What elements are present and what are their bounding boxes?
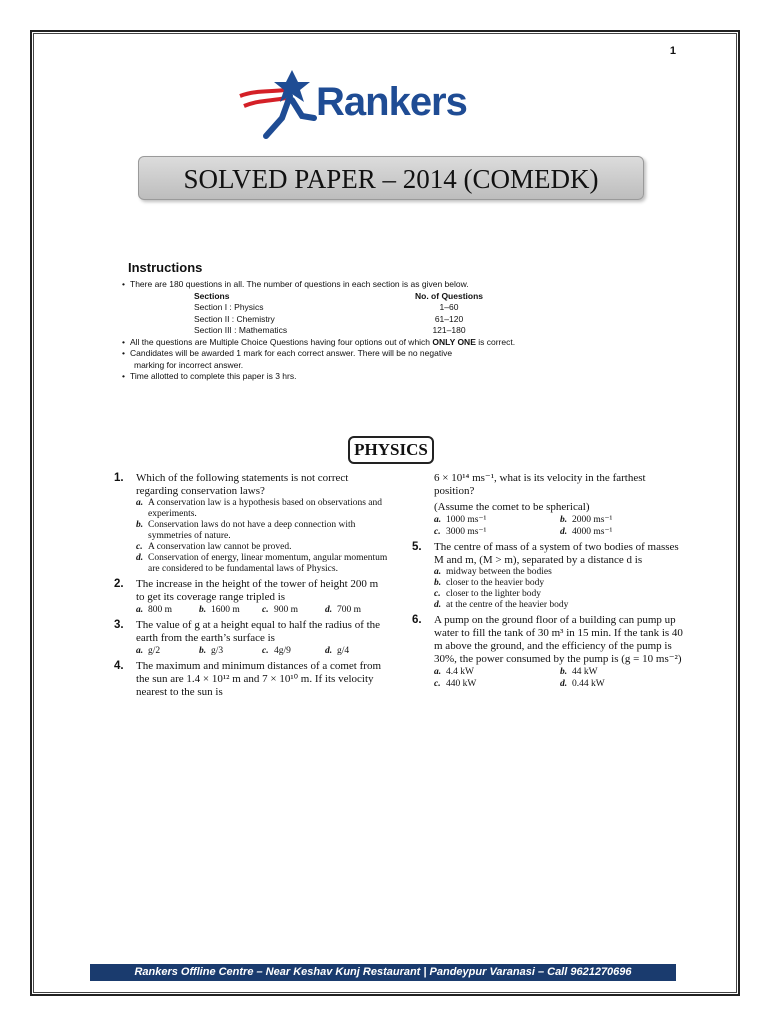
table-row [194, 302, 514, 314]
option [434, 567, 686, 578]
table-row [194, 325, 514, 337]
option [560, 526, 686, 538]
section-range: 61–120 [434, 313, 464, 324]
option [136, 604, 199, 616]
options-row [136, 604, 388, 616]
question-1 [114, 472, 388, 575]
section-name: Section II : Chemistry [194, 313, 275, 324]
option-text: 4.4 kW [446, 667, 474, 677]
question-text: The maximum and minimum distances of a comet from the sun are 1.4 × 10¹² m and 7 × 10¹⁰ m. If its velocity nearest to the sun is [136, 660, 381, 698]
question-3 [114, 619, 388, 657]
option [434, 600, 686, 611]
question-number: 5. [412, 541, 422, 553]
section-range: 121–180 [432, 325, 466, 335]
option-letter: a. [434, 567, 442, 577]
option-letter: d. [325, 646, 333, 656]
questions-left-column [114, 472, 388, 702]
option [136, 520, 388, 542]
question-5 [412, 541, 686, 611]
option-text: A conservation law cannot be proved. [148, 542, 292, 552]
option-text: 900 m [274, 605, 299, 615]
option [434, 678, 560, 690]
instruction-line: • There are 180 questions in all. The number of questions in each section is as given below. [120, 279, 640, 291]
option [136, 542, 388, 553]
option-text: 2000 ms⁻¹ [572, 515, 613, 525]
option [136, 645, 199, 657]
options-grid [434, 666, 686, 690]
option-text: 0.44 kW [572, 679, 605, 689]
question-number: 2. [114, 578, 124, 590]
options-grid [434, 514, 686, 538]
option [560, 514, 686, 526]
option-letter: c. [434, 527, 441, 537]
option-letter: b. [199, 646, 207, 656]
question-text: The increase in the height of the tower of height 200 m to get its coverage range tripled is [136, 578, 379, 603]
option [434, 589, 686, 600]
option [560, 678, 686, 690]
option-text: 1600 m [211, 605, 240, 615]
option-letter: c. [136, 542, 143, 552]
instructions-title: Instructions [128, 260, 203, 275]
question-4-continued [412, 472, 686, 538]
option [434, 526, 560, 538]
section-heading: PHYSICS [348, 436, 434, 464]
option-letter: a. [434, 515, 442, 525]
option-text: A conservation law is a hypothesis based on observations and experiments. [148, 498, 383, 519]
option-letter: d. [434, 600, 442, 610]
instruction-line [120, 337, 640, 349]
options-row [136, 645, 388, 657]
option-text: 700 m [337, 605, 362, 615]
question-note: (Assume the comet to be spherical) [434, 501, 590, 513]
header-sections: Sections [194, 290, 230, 301]
question-number: 4. [114, 660, 124, 672]
option-letter: a. [136, 498, 144, 508]
option-text: 4g/9 [274, 646, 291, 656]
instruction-text: is correct. [475, 336, 516, 347]
option-text: g/4 [337, 646, 350, 656]
option [136, 498, 388, 520]
option-letter: b. [434, 578, 442, 588]
question-number: 3. [114, 619, 124, 631]
option-text: 800 m [148, 605, 173, 615]
section-name: Section I : Physics [194, 302, 264, 312]
footer-banner: Rankers Offline Centre – Near Keshav Kunj Restaurant | Pandeypur Varanasi – Call 9621270696 [90, 964, 676, 981]
instruction-line-cont: marking for incorrect answer. [134, 359, 244, 370]
option-letter: c. [262, 605, 269, 615]
question-text: The value of g at a height equal to half the radius of the earth from the earth’s surface is [136, 619, 381, 644]
paper-title-banner: SOLVED PAPER – 2014 (COMEDK) [138, 156, 644, 200]
instruction-emphasis: ONLY ONE [432, 336, 476, 347]
option-text: 44 kW [572, 667, 598, 677]
instruction-line: • Candidates will be awarded 1 mark for each correct answer. There will be no negative [120, 348, 640, 360]
option-letter: d. [560, 527, 568, 537]
option-letter: b. [199, 605, 207, 615]
option-letter: d. [136, 553, 144, 563]
option-text: 440 kW [446, 679, 477, 689]
option-letter: d. [560, 679, 568, 689]
question-4 [114, 660, 388, 699]
option-letter: a. [434, 667, 442, 677]
option-letter: a. [136, 646, 144, 656]
option-text: closer to the lighter body [446, 589, 541, 599]
option [325, 604, 388, 616]
option [434, 666, 560, 678]
runner-icon [236, 66, 326, 140]
question-number: 6. [412, 614, 422, 626]
option-letter: b. [560, 667, 568, 677]
questions-right-column [412, 472, 686, 693]
option-text: g/2 [148, 646, 161, 656]
option [199, 604, 262, 616]
section-name: Section III : Mathematics [194, 325, 288, 335]
table-row [194, 314, 514, 326]
instruction-line: • Time allotted to complete this paper is 3 hrs. [120, 371, 640, 383]
logo-text: Rankers [316, 80, 467, 124]
option-letter: c. [434, 589, 441, 599]
option-text: g/3 [211, 646, 224, 656]
option-text: Conservation of energy, linear momentum, angular momentum are considered to be fundamental laws of Physics. [148, 553, 388, 574]
question-text: 6 × 10¹⁴ ms⁻¹, what is its velocity in the farthest position? [434, 472, 646, 497]
question-text: The centre of mass of a system of two bodies of masses M and m, (M > m), separated by a distance d is [434, 541, 679, 566]
option-text: at the centre of the heavier body [446, 600, 569, 610]
option-letter: b. [560, 515, 568, 525]
question-text: A pump on the ground floor of a building can pump up water to fill the tank of 30 m³ in 15 min. If the tank is 40 m above the ground, and the efficiency of the pump is 30%, the power consumed by the pump is (g = 10 ms⁻²) [434, 614, 683, 665]
option [262, 604, 325, 616]
option [434, 578, 686, 589]
option [325, 645, 388, 657]
option-letter: b. [136, 520, 144, 530]
option [199, 645, 262, 657]
option-text: closer to the heavier body [446, 578, 545, 588]
option [560, 666, 686, 678]
header-count: No. of Questions [415, 290, 483, 301]
question-6 [412, 614, 686, 690]
option [262, 645, 325, 657]
option [136, 553, 388, 575]
sections-table [194, 291, 514, 337]
option-letter: c. [262, 646, 269, 656]
question-text: Which of the following statements is not correct regarding conservation laws? [136, 472, 349, 497]
option-text: 4000 ms⁻¹ [572, 527, 613, 537]
option-text: 1000 ms⁻¹ [446, 515, 487, 525]
question-2 [114, 578, 388, 616]
option-text: Conservation laws do not have a deep connection with symmetries of nature. [148, 520, 356, 541]
option-text: midway between the bodies [446, 567, 552, 577]
option-letter: c. [434, 679, 441, 689]
option-letter: d. [325, 605, 333, 615]
option-text: 3000 ms⁻¹ [446, 527, 487, 537]
option [434, 514, 560, 526]
option-letter: a. [136, 605, 144, 615]
instructions-block [120, 279, 640, 383]
sections-table-header [194, 291, 514, 303]
rankers-logo [236, 66, 506, 140]
page-number: 1 [669, 45, 676, 57]
instruction-text: All the questions are Multiple Choice Questions having four options out of which [130, 336, 433, 347]
question-number: 1. [114, 472, 124, 484]
section-range: 1–60 [439, 302, 459, 312]
